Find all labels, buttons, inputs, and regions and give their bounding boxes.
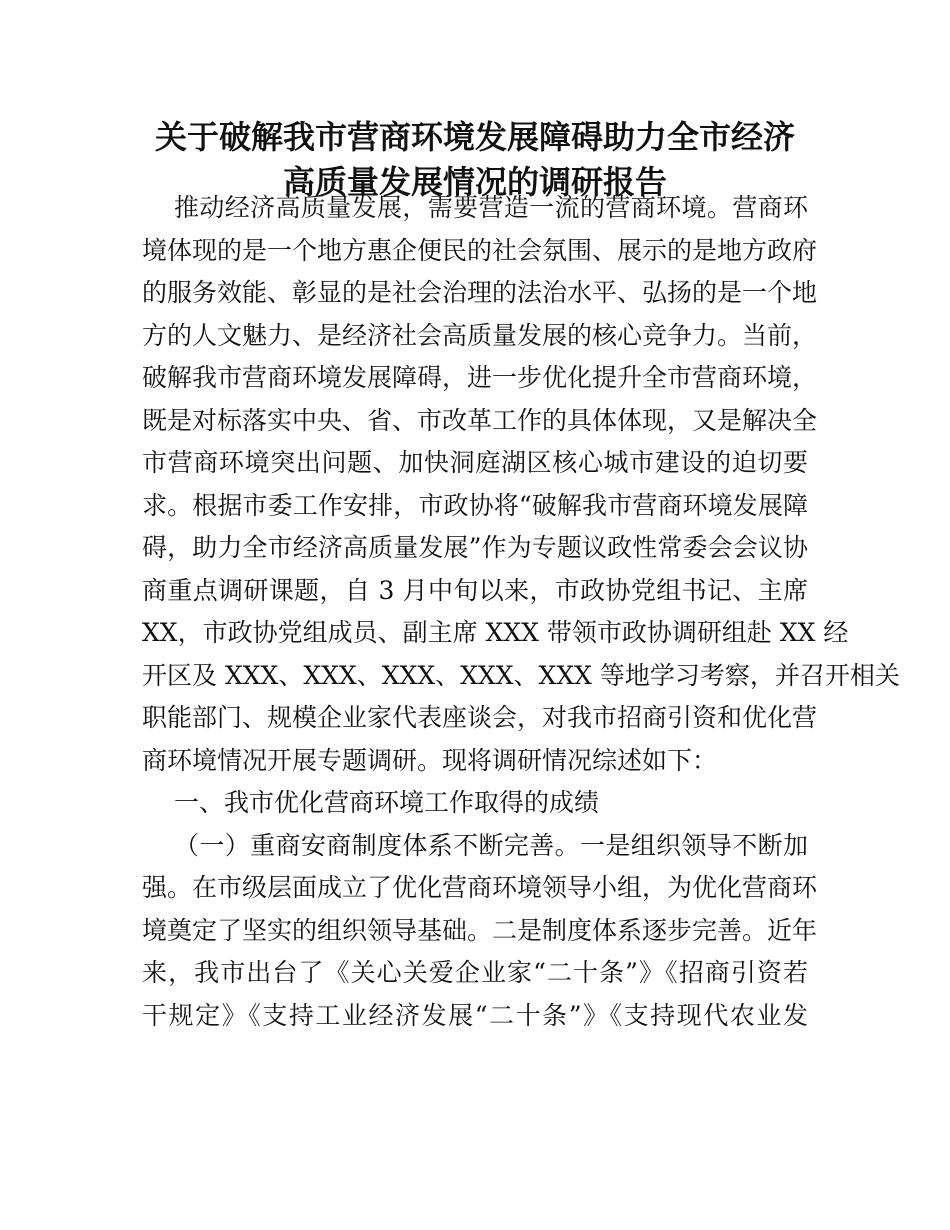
paragraph-2-line: 干规定》《支持工业经济发展“二十条”》《支持现代农业发: [142, 1001, 808, 1030]
paragraph-1-line: 的服务效能、彰显的是社会治理的法治水平、弘扬的是一个地: [142, 278, 818, 307]
paragraph-1-line: 市营商环境突出问题、加快洞庭湖区核心城市建设的迫切要: [142, 448, 808, 477]
paragraph-2-line: 来，我市出台了《关心关爱企业家“二十条”》《招商引资若: [142, 958, 808, 987]
paragraph-1-line: 既是对标落实中央、省、市改革工作的具体体现，又是解决全: [142, 406, 818, 435]
paragraph-2-line: （一）重商安商制度体系不断完善。一是组织领导不断加: [174, 831, 808, 860]
paragraph-1-line: 境体现的是一个地方惠企便民的社会氛围、展示的是地方政府: [142, 236, 818, 265]
paragraph-1-line: 碍，助力全市经济高质量发展”作为专题议政性常委会会议协: [142, 533, 808, 562]
paragraph-1-line: 求。根据市委工作安排，市政协将“破解我市营商环境发展障: [142, 491, 808, 520]
paragraph-2-line: 强。在市级层面成立了优化营商环境领导小组，为优化营商环: [142, 873, 818, 902]
paragraph-1-line: 职能部门、规模企业家代表座谈会，对我市招商引资和优化营: [142, 703, 818, 732]
paragraph-1-line: 方的人文魅力、是经济社会高质量发展的核心竞争力。当前，: [142, 321, 818, 350]
paragraph-1-line: XX，市政协党组成员、副主席 XXX 带领市政协调研组赴 XX 经: [142, 618, 849, 647]
paragraph-1-line: 推动经济高质量发展，需要营造一流的营商环境。营商环: [174, 193, 808, 222]
section-heading-1: 一、我市优化营商环境工作取得的成绩: [174, 788, 600, 817]
paragraph-1-line: 破解我市营商环境发展障碍，进一步优化提升全市营商环境，: [142, 363, 818, 392]
document-title-line-2: 高质量发展情况的调研报告: [282, 163, 667, 201]
paragraph-1-line: 开区及 XXX、XXX、XXX、XXX、XXX 等地学习考察，并召开相关: [142, 661, 900, 690]
paragraph-2-line: 境奠定了坚实的组织领导基础。二是制度体系逐步完善。近年: [142, 916, 818, 945]
document-title-line-1: 关于破解我市营商环境发展障碍助力全市经济: [154, 118, 795, 156]
paragraph-1-line: 商重点调研课题，自 3 月中旬以来，市政协党组书记、主席: [142, 576, 808, 605]
paragraph-1-line: 商环境情况开展专题调研。现将调研情况综述如下：: [142, 746, 718, 775]
